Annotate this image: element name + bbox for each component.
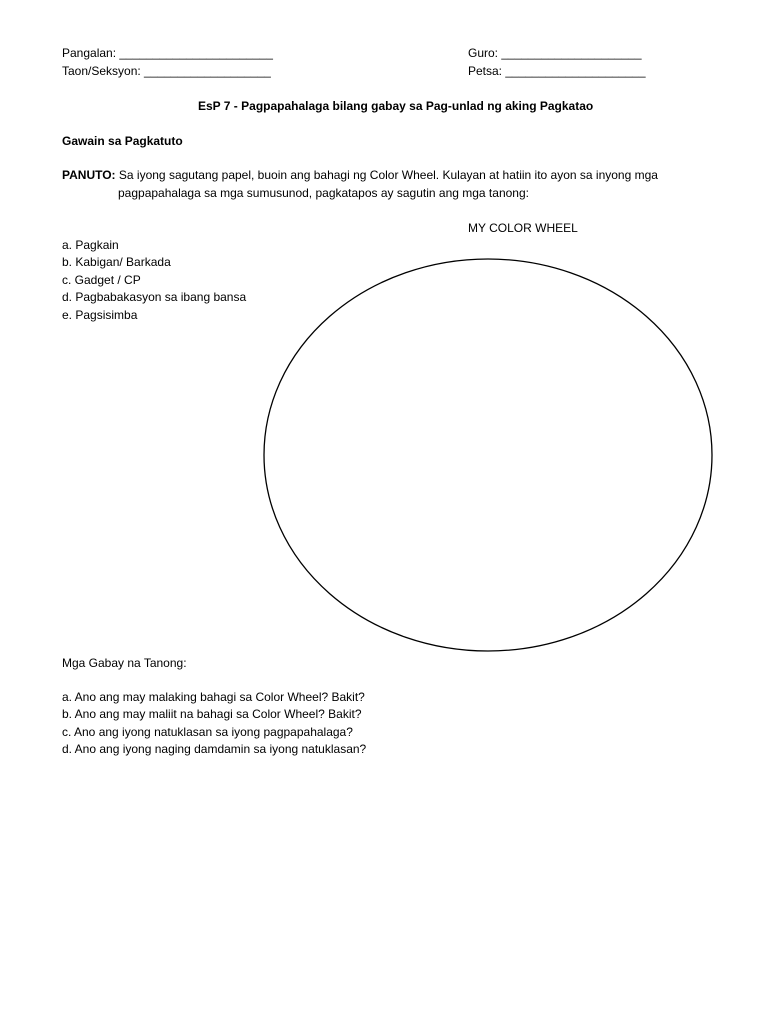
worksheet-title: EsP 7 - Pagpapahalaga bilang gabay sa Pag-unlad ng aking Pagkatao	[198, 99, 594, 113]
list-item: c. Gadget / CP	[62, 272, 141, 287]
question-item: a. Ano ang may malaking bahagi sa Color Wheel? Bakit?	[62, 690, 365, 704]
date-field: Petsa: _____________________	[468, 64, 646, 78]
name-field: Pangalan: _______________________	[62, 46, 273, 60]
teacher-field: Guro: _____________________	[468, 46, 642, 60]
activity-heading: Gawain sa Pagkatuto	[62, 134, 183, 148]
list-item: e. Pagsisimba	[62, 307, 138, 322]
question-item: b. Ano ang may maliit na bahagi sa Color Wheel? Bakit?	[62, 707, 362, 722]
color-wheel-title: MY COLOR WHEEL	[468, 221, 578, 235]
list-item: a. Pagkain	[62, 238, 119, 252]
questions-heading: Mga Gabay na Tanong:	[62, 656, 187, 670]
section-field: Taon/Seksyon: ___________________	[62, 64, 271, 78]
question-item: d. Ano ang iyong naging damdamin sa iyong natuklasan?	[62, 742, 367, 757]
question-item: c. Ano ang iyong natuklasan sa iyong pagpapahalaga?	[62, 724, 353, 739]
instructions-text-1: Sa iyong sagutang papel, buoin ang bahagi ng Color Wheel. Kulayan at hatiin ito ayon sa inyong mga	[118, 168, 658, 182]
list-item: b. Kabigan/ Barkada	[62, 255, 171, 270]
instructions-line-2: pagpapahalaga sa mga sumusunod, pagkatapos ay sagutin ang mga tanong:	[118, 186, 529, 200]
instructions-label: PANUTO:	[62, 168, 116, 182]
color-wheel-circle	[264, 259, 712, 651]
list-item: d. Pagbabakasyon sa ibang bansa	[62, 290, 247, 305]
questions-list	[62, 689, 366, 759]
